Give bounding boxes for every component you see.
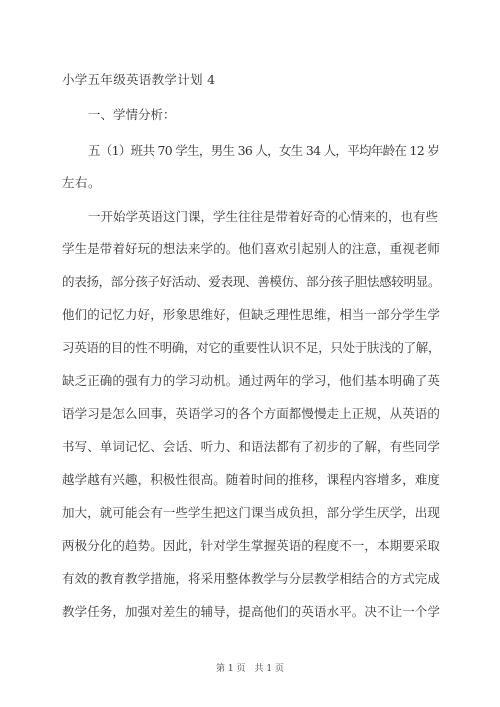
paragraph-line: 越学越有兴趣，积极性很高。随着时间的推移，课程内容增多，难度 [62, 472, 441, 487]
paragraph-line: 习英语的目的性不明确，对它的重要性认识不足，只处于肤浅的了解， [62, 340, 441, 355]
paragraph-line: 他们的记忆力好，形象思维好，但缺乏理性思维，相当一部分学生学 [62, 307, 441, 322]
paragraph-line: 的表扬，部分孩子好活动、爱表现、善模仿、部分孩子胆怯感较明显。 [62, 274, 441, 289]
document-title: 小学五年级英语教学计划 4 [62, 72, 216, 87]
paragraph-line: 书写、单词记忆、会话、听力、和语法都有了初步的了解，有些同学 [62, 439, 441, 454]
page-footer: 第 1 页 共 1 页 [216, 664, 284, 674]
paragraph-line: 一开始学英语这门课，学生往往是带着好奇的心情来的，也有些 [88, 209, 439, 224]
paragraph-line: 五（1）班共 70 学生，男生 36 人，女生 34 人，平均年龄在 12 岁 [88, 143, 440, 158]
paragraph-line: 教学任务，加强对差生的辅导，提高他们的英语水平。决不让一个学 [62, 604, 441, 619]
section-heading: 一、学情分析： [88, 107, 176, 122]
paragraph-line: 语学习是怎么回事，英语学习的各个方面都慢慢走上正规，从英语的 [62, 406, 441, 421]
paragraph-line: 加大，就可能会有一些学生把这门课当成负担，部分学生厌学，出现 [62, 505, 441, 520]
paragraph-line: 缺乏正确的强有力的学习动机。通过两年的学习，他们基本明确了英 [62, 373, 441, 388]
paragraph-line: 两极分化的趋势。因此，针对学生掌握英语的程度不一，本期要采取 [62, 538, 441, 553]
paragraph-line: 学生是带着好玩的想法来学的。他们喜欢引起别人的注意，重视老师 [62, 241, 441, 256]
paragraph-line: 有效的教育教学措施，将采用整体教学与分层教学相结合的方式完成 [62, 571, 441, 586]
paragraph-line: 左右。 [62, 175, 102, 190]
